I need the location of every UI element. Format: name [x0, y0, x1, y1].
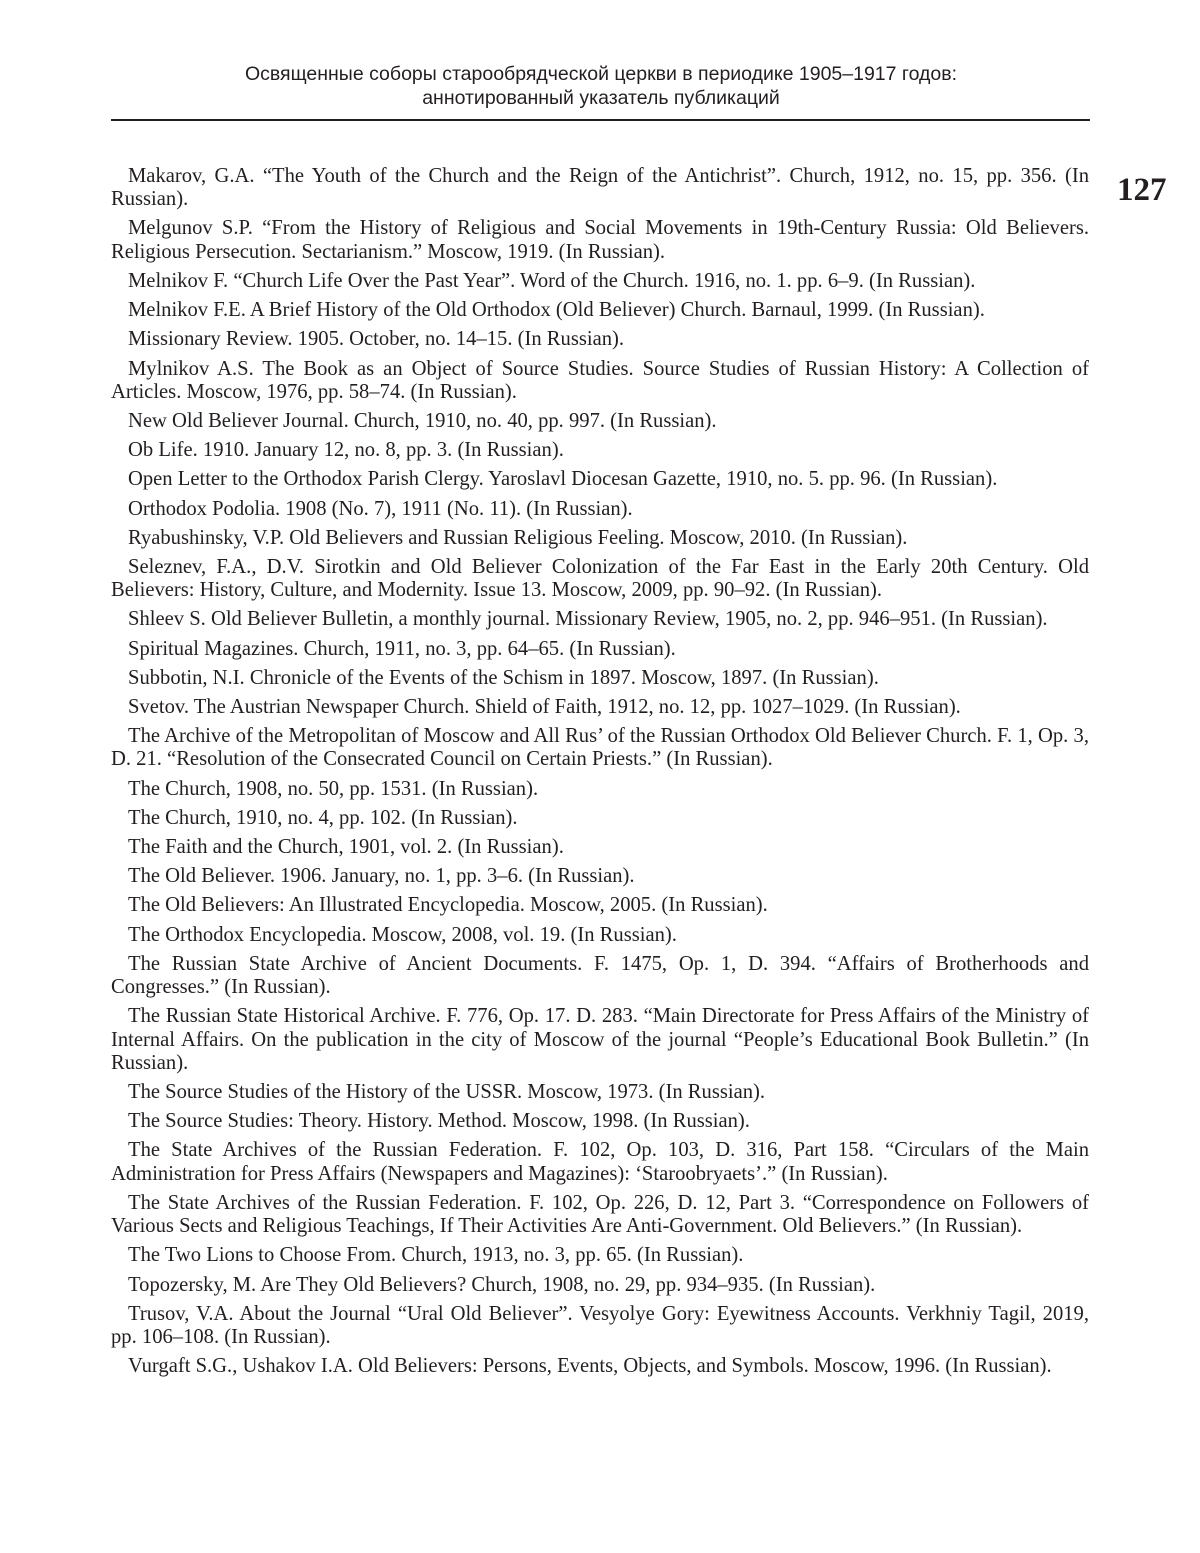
- reference-entry: The Faith and the Church, 1901, vol. 2. (In Russian).: [111, 836, 1089, 859]
- running-header-line-2: аннотированный указатель публикаций: [111, 86, 1091, 110]
- reference-entry: The Church, 1910, no. 4, pp. 102. (In Russian).: [111, 807, 1089, 830]
- reference-entry: The State Archives of the Russian Federation. F. 102, Op. 103, D. 316, Part 158. “Circulars of the Main Administration for Press Affairs (Newspapers and Magazines): ‘Staroobryaets’.” (In Russian).: [111, 1139, 1089, 1186]
- reference-entry: Mylnikov A.S. The Book as an Object of Source Studies. Source Studies of Russian History: A Collection of Articles. Moscow, 1976, pp. 58–74. (In Russian).: [111, 358, 1089, 405]
- reference-entry: The Two Lions to Choose From. Church, 1913, no. 3, pp. 65. (In Russian).: [111, 1244, 1089, 1267]
- reference-list: [111, 165, 1089, 1384]
- reference-entry: Melnikov F. “Church Life Over the Past Year”. Word of the Church. 1916, no. 1. pp. 6–9. (In Russian).: [111, 270, 1089, 293]
- reference-entry: Missionary Review. 1905. October, no. 14–15. (In Russian).: [111, 328, 1089, 351]
- running-header-line-1: Освященные соборы старообрядческой церкви в периодике 1905–1917 годов:: [111, 62, 1091, 86]
- reference-entry: New Old Believer Journal. Church, 1910, no. 40, pp. 997. (In Russian).: [111, 410, 1089, 433]
- reference-entry: The Church, 1908, no. 50, pp. 1531. (In Russian).: [111, 778, 1089, 801]
- running-header: [111, 62, 1091, 110]
- reference-entry: Makarov, G.A. “The Youth of the Church and the Reign of the Antichrist”. Church, 1912, no. 15, pp. 356. (In Russian).: [111, 165, 1089, 212]
- header-rule: [111, 119, 1090, 121]
- page-number: 127: [1117, 170, 1167, 210]
- reference-entry: Spiritual Magazines. Church, 1911, no. 3, pp. 64–65. (In Russian).: [111, 638, 1089, 661]
- reference-entry: Vurgaft S.G., Ushakov I.A. Old Believers: Persons, Events, Objects, and Symbols. Moscow, 1996. (In Russian).: [111, 1355, 1089, 1378]
- reference-entry: Svetov. The Austrian Newspaper Church. Shield of Faith, 1912, no. 12, pp. 1027–1029. (In Russian).: [111, 696, 1089, 719]
- reference-entry: Subbotin, N.I. Chronicle of the Events of the Schism in 1897. Moscow, 1897. (In Russian).: [111, 667, 1089, 690]
- reference-entry: The Archive of the Metropolitan of Moscow and All Rus’ of the Russian Orthodox Old Believer Church. F. 1, Op. 3, D. 21. “Resolution of the Consecrated Council on Certain Priests.” (In Russian).: [111, 725, 1089, 772]
- reference-entry: The Russian State Historical Archive. F. 776, Op. 17. D. 283. “Main Directorate for Press Affairs of the Ministry of Internal Affairs. On the publication in the city of Moscow of the journal “People’s Educational Book Bulletin.” (In Russian).: [111, 1005, 1089, 1075]
- reference-entry: Ob Life. 1910. January 12, no. 8, pp. 3. (In Russian).: [111, 439, 1089, 462]
- reference-entry: The Source Studies: Theory. History. Method. Moscow, 1998. (In Russian).: [111, 1110, 1089, 1133]
- reference-entry: Open Letter to the Orthodox Parish Clergy. Yaroslavl Diocesan Gazette, 1910, no. 5. pp. 96. (In Russian).: [111, 468, 1089, 491]
- reference-entry: The Orthodox Encyclopedia. Moscow, 2008, vol. 19. (In Russian).: [111, 924, 1089, 947]
- reference-entry: Ryabushinsky, V.P. Old Believers and Russian Religious Feeling. Moscow, 2010. (In Russian).: [111, 527, 1089, 550]
- reference-entry: The Russian State Archive of Ancient Documents. F. 1475, Op. 1, D. 394. “Affairs of Brotherhoods and Congresses.” (In Russian).: [111, 953, 1089, 1000]
- reference-entry: Trusov, V.A. About the Journal “Ural Old Believer”. Vesyolye Gory: Eyewitness Accounts. Verkhniy Tagil, 2019, pp. 106–108. (In Russian).: [111, 1303, 1089, 1350]
- reference-entry: Melnikov F.E. A Brief History of the Old Orthodox (Old Believer) Church. Barnaul, 1999. (In Russian).: [111, 299, 1089, 322]
- reference-entry: Shleev S. Old Believer Bulletin, a monthly journal. Missionary Review, 1905, no. 2, pp. 946–951. (In Russian).: [111, 608, 1089, 631]
- reference-entry: Orthodox Podolia. 1908 (No. 7), 1911 (No. 11). (In Russian).: [111, 498, 1089, 521]
- reference-entry: Melgunov S.P. “From the History of Religious and Social Movements in 19th-Century Russia: Old Believers. Religious Persecution. Sectarianism.” Moscow, 1919. (In Russian).: [111, 217, 1089, 264]
- reference-entry: The State Archives of the Russian Federation. F. 102, Op. 226, D. 12, Part 3. “Correspondence on Followers of Various Sects and Religious Teachings, If Their Activities Are Anti-Government. Old Believers.” (In Russian).: [111, 1192, 1089, 1239]
- reference-entry: The Source Studies of the History of the USSR. Moscow, 1973. (In Russian).: [111, 1081, 1089, 1104]
- reference-entry: Topozersky, M. Are They Old Believers? Church, 1908, no. 29, pp. 934–935. (In Russian).: [111, 1274, 1089, 1297]
- reference-entry: The Old Believers: An Illustrated Encyclopedia. Moscow, 2005. (In Russian).: [111, 894, 1089, 917]
- reference-entry: Seleznev, F.A., D.V. Sirotkin and Old Believer Colonization of the Far East in the Early 20th Century. Old Believers: History, Culture, and Modernity. Issue 13. Moscow, 2009, pp. 90–92. (In Russian).: [111, 556, 1089, 603]
- reference-entry: The Old Believer. 1906. January, no. 1, pp. 3–6. (In Russian).: [111, 865, 1089, 888]
